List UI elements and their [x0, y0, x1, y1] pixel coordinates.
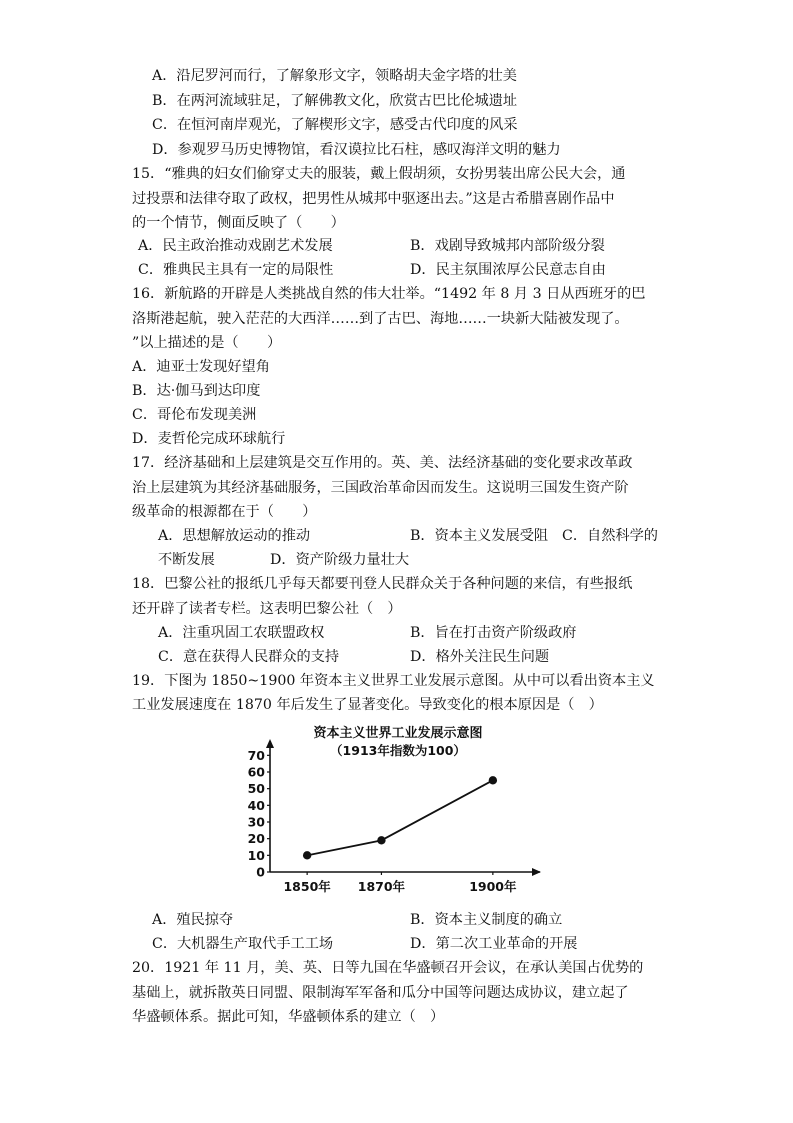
q14-option-b: B．在两河流域驻足，了解佛教文化，欣赏古巴比伦城遗址: [152, 93, 518, 109]
q17-option-c: C．自然科学的: [562, 528, 658, 544]
q17-stem-line3: 级革命的根源都在于（ ）: [132, 504, 317, 520]
y-tick-label: 70: [248, 747, 265, 763]
q19-option-c: C．大机器生产取代手工工场: [152, 936, 334, 952]
x-axis-arrow: [532, 868, 541, 876]
q17-stem-line2: 治上层建筑为其经济基础服务，三国政治革命因而发生。这说明三国发生资产阶: [132, 480, 629, 496]
y-axis-arrow: [266, 739, 274, 748]
q16-option-a: A．迪亚士发现好望角: [132, 359, 270, 375]
q15-stem-line1: 15．“雅典的妇女们偷穿丈夫的服装，戴上假胡须，女扮男装出席公民大会，通: [132, 166, 626, 182]
q15-stem-line3: 的一个情节，侧面反映了（ ）: [132, 215, 345, 231]
q16-option-b: B．达·伽马到达印度: [132, 383, 261, 399]
y-tick-label: 30: [248, 814, 265, 830]
data-point: [377, 836, 385, 844]
q18-option-d: D．格外关注民生问题: [410, 649, 550, 665]
q20-stem-line1: 20．1921 年 11 月，美、英、日等九国在华盛顿召开会议，在承认美国占优势的: [132, 960, 644, 976]
q14-option-d: D．参观罗马历史博物馆，看汉谟拉比石柱，感叹海洋文明的魅力: [152, 142, 561, 158]
q19-option-a: A．殖民掠夺: [152, 912, 234, 928]
q18-stem-line2: 还开辟了读者专栏。这表明巴黎公社（ ）: [132, 601, 402, 617]
q15-option-a: A．民主政治推动戏剧艺术发展: [138, 238, 333, 254]
q18-stem-line1: 18．巴黎公社的报纸几乎每天都要刊登人民群众关于各种问题的来信，有些报纸: [132, 576, 633, 592]
q18-option-c: C．意在获得人民群众的支持: [158, 649, 340, 665]
q19-stem-line2: 工业发展速度在 1870 年后发生了显著变化。导致变化的根本原因是（ ）: [132, 697, 603, 713]
chart-plot-area: [248, 719, 548, 899]
q19-stem-line1: 19．下图为 1850~1900 年资本主义世界工业发展示意图。从中可以看出资本主义: [132, 673, 655, 689]
y-tick-label: 50: [248, 781, 265, 797]
data-point: [303, 851, 311, 859]
chart-subtitle: （1913年指数为100）: [330, 743, 466, 758]
q16-option-c: C．哥伦布发现美洲: [132, 407, 257, 423]
chart-title: 资本主义世界工业发展示意图: [313, 726, 483, 741]
q19-option-d: D．第二次工业革命的开展: [410, 936, 578, 952]
y-tick-label: 10: [248, 847, 265, 863]
q18-option-b: B．旨在打击资产阶级政府: [410, 625, 577, 641]
q20-stem-line2: 基础上，就拆散英日同盟、限制海军军备和瓜分中国等问题达成协议，建立起了: [132, 985, 629, 1001]
q16-option-d: D．麦哲伦完成环球航行: [132, 431, 286, 447]
y-tick-label: 20: [248, 831, 265, 847]
q19-option-b: B．资本主义制度的确立: [410, 912, 563, 928]
q15-option-d: D．民主氛围浓厚公民意志自由: [410, 262, 606, 278]
x-tick-label: 1870年: [357, 879, 406, 894]
q17-option-c-continued: 不断发展: [158, 552, 215, 568]
y-tick-label: 60: [248, 764, 265, 780]
q14-option-c: C．在恒河南岸观光，了解楔形文字，感受古代印度的风采: [152, 117, 518, 133]
x-tick-label: 1900年: [469, 879, 517, 894]
x-tick-label: 1850年: [283, 879, 331, 894]
q16-stem-line1: 16．新航路的开辟是人类挑战自然的伟大壮举。“1492 年 8 月 3 日从西班牙的巴: [132, 286, 646, 302]
series-line: [307, 780, 493, 855]
y-tick-label: 0: [256, 864, 265, 880]
q17-option-a: A．思想解放运动的推动: [158, 528, 311, 544]
q16-stem-line3: ”以上描述的是（ ）: [132, 335, 282, 351]
industrial-development-chart: [248, 719, 548, 899]
q20-stem-line3: 华盛顿体系。据此可知，华盛顿体系的建立（ ）: [132, 1009, 445, 1025]
q18-option-a: A．注重巩固工农联盟政权: [158, 625, 325, 641]
q15-option-b: B．戏剧导致城邦内部阶级分裂: [410, 238, 605, 254]
y-tick-label: 40: [248, 797, 265, 813]
q17-option-d: D．资产阶级力量壮大: [270, 552, 410, 568]
q17-stem-line1: 17．经济基础和上层建筑是交互作用的。英、美、法经济基础的变化要求改革政: [132, 455, 633, 471]
q15-option-c: C．雅典民主具有一定的局限性: [138, 262, 334, 278]
data-point: [489, 776, 497, 784]
q15-stem-line2: 过投票和法律夺取了政权，把男性从城邦中驱逐出去。”这是古希腊喜剧作品中: [132, 191, 615, 207]
q16-stem-line2: 洛斯港起航，驶入茫茫的大西洋……到了古巴、海地……一块新大陆被发现了。: [132, 311, 629, 327]
q17-option-b: B．资本主义发展受阻: [410, 528, 549, 544]
q14-option-a: A．沿尼罗河而行，了解象形文字，领略胡夫金字塔的壮美: [152, 68, 517, 84]
